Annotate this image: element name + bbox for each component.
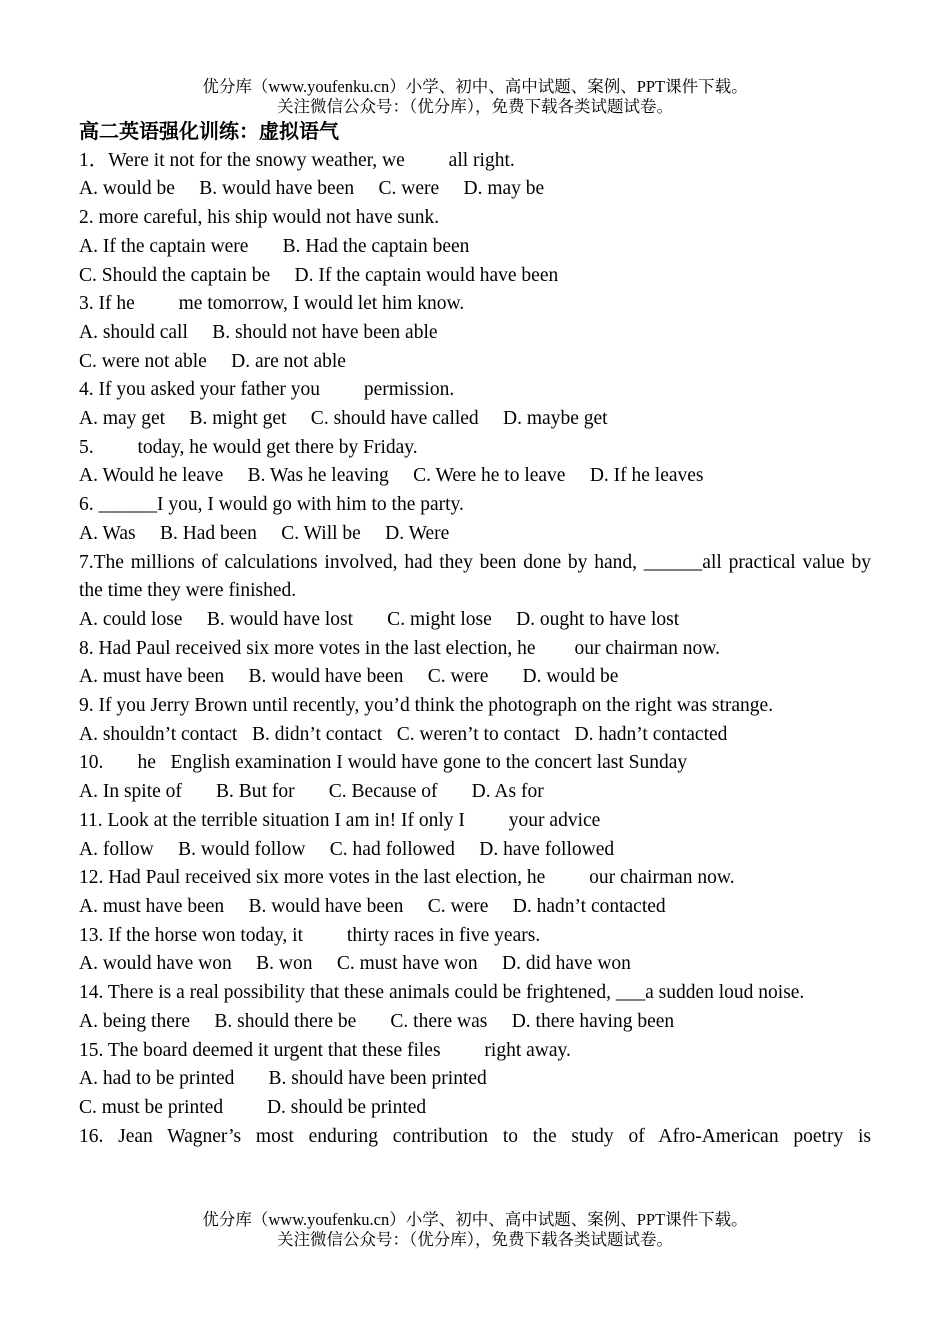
question-options: A. may get B. might get C. should have called D. maybe get [79,408,608,430]
question-options: A. follow B. would follow C. had followed D. have followed [79,838,615,860]
worksheet-title: 高二英语强化训练：虚拟语气 [79,121,339,143]
question-options: A. If the captain were B. Had the captain been [79,235,470,257]
question-options: A. being there B. should there be C. there was D. there having been [79,1010,675,1032]
question-options: A. must have been B. would have been C. were D. would be [79,666,619,688]
question-stem: 2. more careful, his ship would not have sunk. [79,207,440,229]
question-options: A. shouldn’t contact B. didn’t contact C. weren’t to contact D. hadn’t contacted [79,723,728,745]
question-options: A. In spite of B. But for C. Because of D. As for [79,781,544,803]
header-line-2: 关注微信公众号：（优分库），免费下载各类试题试卷。 [277,97,673,116]
page-header [0,77,950,117]
question-options: C. were not able D. are not able [79,350,346,372]
question-options: A. Would he leave B. Was he leaving C. Were he to leave D. If he leaves [79,465,704,487]
question-options: C. must be printed D. should be printed [79,1096,427,1118]
question-stem: 14. There is a real possibility that these animals could be frightened, ___a sudden loud noise. [79,982,805,1004]
question-stem: 6. ______I you, I would go with him to the party. [79,494,464,516]
footer-line-1: 优分库（www.youfenku.cn）小学、初中、高中试题、案例、PPT课件下载。 [202,1210,748,1229]
question-options: A. Was B. Had been C. Will be D. Were [79,522,450,544]
question-stem: 12. Had Paul received six more votes in the last election, he our chairman now. [79,867,735,889]
question-stem: 15. The board deemed it urgent that these files right away. [79,1039,571,1061]
footer-line-2: 关注微信公众号：（优分库），免费下载各类试题试卷。 [277,1230,673,1249]
header-line-1: 优分库（www.youfenku.cn）小学、初中、高中试题、案例、PPT课件下载。 [202,77,748,96]
question-stem: 3. If he me tomorrow, I would let him know. [79,293,465,315]
question-stem: 10. he English examination I would have gone to the concert last Sunday [79,752,688,774]
question-options: A. must have been B. would have been C. were D. hadn’t contacted [79,895,666,917]
question-stem: 9. If you Jerry Brown until recently, you’d think the photograph on the right was strange. [79,695,774,717]
question-options: A. could lose B. would have lost C. might lose D. ought to have lost [79,608,680,630]
question-options: A. had to be printed B. should have been printed [79,1068,487,1090]
question-stem: 7.The millions of calculations involved, had they been done by hand, ______all practical value by the time they were finished. [79,551,871,602]
question-options: A. should call B. should not have been able [79,321,438,343]
worksheet-body [79,118,871,1151]
question-options: A. would be B. would have been C. were D. may be [79,178,545,200]
question-stem: 13. If the horse won today, it thirty races in five years. [79,924,541,946]
question-stem: 11. Look at the terrible situation I am in! If only I your advice [79,809,601,831]
question-stem: 1．Were it not for the snowy weather, we all right. [79,149,515,171]
question-stem: 4. If you asked your father you permission. [79,379,455,401]
question-stem: 16. Jean Wagner’s most enduring contribution to the study of Afro-American poetry is [79,1125,871,1147]
question-options: C. Should the captain be D. If the captain would have been [79,264,559,286]
question-stem: 5. today, he would get there by Friday. [79,436,418,458]
question-options: A. would have won B. won C. must have won D. did have won [79,953,631,975]
page-footer [0,1210,950,1250]
question-stem: 8. Had Paul received six more votes in the last election, he our chairman now. [79,637,720,659]
